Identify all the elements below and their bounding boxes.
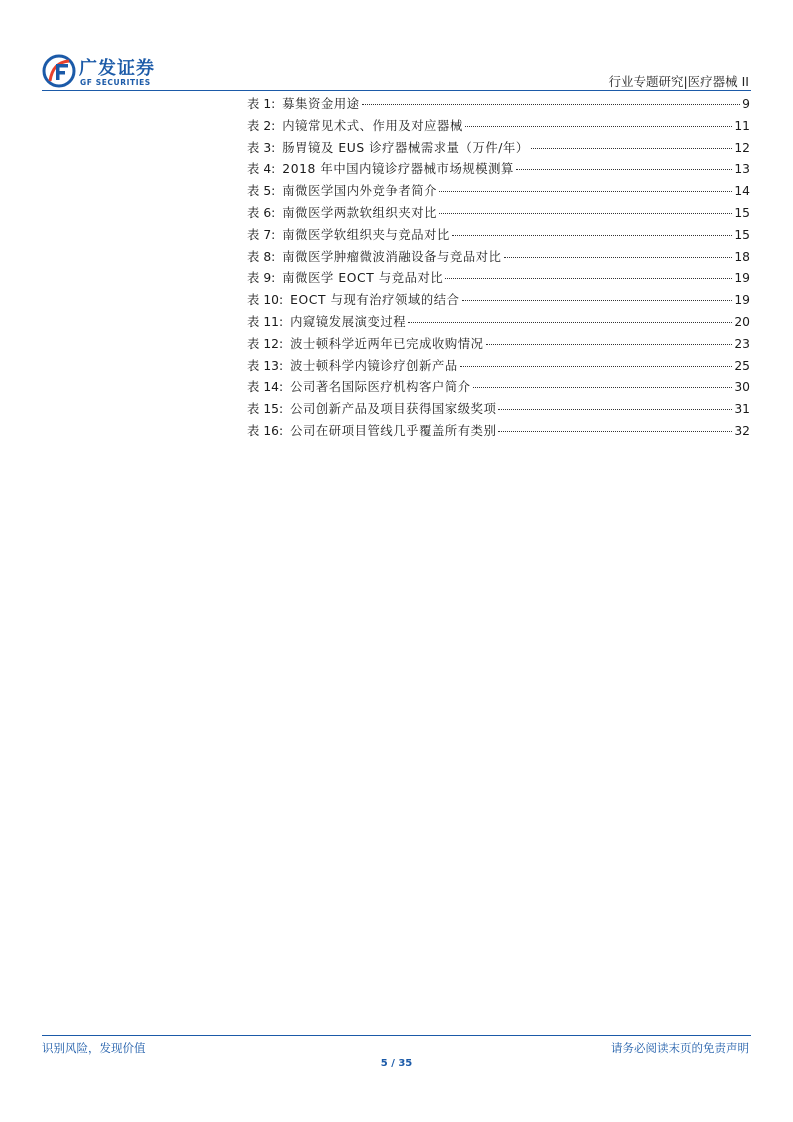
toc-entry[interactable] (247, 377, 750, 399)
toc-entry-number: 7: (263, 227, 276, 242)
footer-disclaimer-note: 请务必阅读末页的免责声明 (611, 1041, 749, 1055)
report-category: 行业专题研究|医疗器械 II (608, 74, 749, 89)
toc-leader-dots (362, 104, 741, 105)
toc-entry-prefix: 表 (247, 249, 260, 264)
toc-entry-number: 15: (263, 402, 284, 417)
toc-entry-number: 9: (263, 271, 276, 286)
toc-entry[interactable] (247, 290, 750, 312)
toc-entry-title: 肠胃镜及 EUS 诊疗器械需求量（万件/年） (282, 140, 529, 155)
toc-leader-dots (486, 344, 733, 345)
brand-name-cn: 广发证券 (79, 58, 155, 79)
toc-entry[interactable] (247, 356, 750, 378)
toc-entry-title: 南微医学肿瘤微波消融设备与竞品对比 (282, 249, 502, 264)
toc-entry-title: 公司创新产品及项目获得国家级奖项 (290, 402, 497, 417)
toc-entry-page: 30 (734, 380, 750, 395)
footer-divider (42, 1035, 751, 1036)
toc-entry-title: 内镜常见术式、作用及对应器械 (282, 118, 463, 133)
toc-entry-prefix: 表 (247, 336, 260, 351)
toc-entry-prefix: 表 (247, 314, 260, 329)
toc-leader-dots (439, 191, 732, 192)
toc-entry-title: 南微医学 EOCT 与竞品对比 (282, 271, 444, 286)
toc-entry-page: 32 (734, 423, 750, 438)
toc-leader-dots (408, 322, 732, 323)
toc-entry-number: 6: (263, 205, 276, 220)
toc-entry-page: 12 (734, 140, 750, 155)
toc-entry-page: 19 (734, 271, 750, 286)
toc-entry-page: 15 (734, 227, 750, 242)
brand-logo (42, 54, 172, 90)
toc-entry-prefix: 表 (247, 184, 260, 199)
toc-entry-title: 波士顿科学近两年已完成收购情况 (290, 336, 484, 351)
toc-entry-prefix: 表 (247, 358, 260, 373)
toc-entry[interactable] (247, 421, 750, 443)
toc-entry-prefix: 表 (247, 293, 260, 308)
toc-entry-page: 15 (734, 205, 750, 220)
toc-entry-prefix: 表 (247, 271, 260, 286)
toc-entry-prefix: 表 (247, 227, 260, 242)
toc-leader-dots (504, 257, 733, 258)
toc-entry-number: 3: (263, 140, 276, 155)
toc-entry-title: 募集资金用途 (282, 97, 360, 111)
toc-entry[interactable] (247, 268, 750, 290)
header-divider (42, 90, 751, 91)
toc-entry-number: 5: (263, 184, 276, 199)
toc-entry-title: 公司在研项目管线几乎覆盖所有类别 (290, 423, 497, 438)
toc-entry-title: 南微医学国内外竞争者简介 (282, 184, 438, 199)
toc-entry-number: 4: (263, 162, 276, 177)
toc-entry-number: 2: (263, 118, 276, 133)
toc-leader-dots (498, 409, 732, 410)
toc-entry-title: 南微医学软组织夹与竞品对比 (282, 227, 450, 242)
toc-entry[interactable] (247, 138, 750, 160)
toc-entry-title: 2018 年中国内镜诊疗器械市场规模测算 (282, 162, 514, 177)
toc-entry[interactable] (247, 312, 750, 334)
toc-entry-page: 31 (734, 402, 750, 417)
toc-entry[interactable] (247, 116, 750, 138)
toc-entry-page: 13 (734, 162, 750, 177)
toc-leader-dots (465, 126, 733, 127)
toc-entry-number: 8: (263, 249, 276, 264)
toc-entry-title: 南微医学两款软组织夹对比 (282, 205, 438, 220)
toc-entry-title: 波士顿科学内镜诊疗创新产品 (290, 358, 458, 373)
gf-logo-icon (42, 54, 76, 88)
toc-leader-dots (460, 366, 733, 367)
toc-entry-title: 内窥镜发展演变过程 (290, 314, 407, 329)
toc-entry-number: 12: (263, 336, 284, 351)
toc-entry-prefix: 表 (247, 162, 260, 177)
toc-entry-number: 11: (263, 314, 284, 329)
toc-entry-prefix: 表 (247, 402, 260, 417)
toc-entry-number: 16: (263, 423, 284, 438)
page-number: 5 / 35 (380, 1058, 413, 1069)
toc-entry-prefix: 表 (247, 118, 260, 133)
toc-entry-prefix: 表 (247, 380, 260, 395)
toc-leader-dots (531, 148, 733, 149)
toc-leader-dots (473, 387, 733, 388)
toc-entry[interactable] (247, 203, 750, 225)
toc-leader-dots (452, 235, 732, 236)
toc-entry[interactable] (247, 181, 750, 203)
toc-entry-title: 公司著名国际医疗机构客户简介 (290, 380, 471, 395)
toc-entry-page: 18 (734, 249, 750, 264)
footer-slogan: 识别风险，发现价值 (42, 1041, 146, 1055)
toc-entry-number: 1: (263, 97, 276, 111)
toc-leader-dots (516, 169, 732, 170)
toc-leader-dots (445, 278, 732, 279)
table-of-tables (247, 94, 750, 443)
toc-entry[interactable] (247, 159, 750, 181)
toc-entry-prefix: 表 (247, 97, 260, 111)
toc-leader-dots (498, 431, 732, 432)
toc-entry-page: 20 (734, 314, 750, 329)
toc-entry-prefix: 表 (247, 140, 260, 155)
toc-entry-page: 19 (734, 293, 750, 308)
toc-entry-page: 25 (734, 358, 750, 373)
toc-entry-title: EOCT 与现有治疗领域的结合 (290, 293, 460, 308)
toc-entry-page: 11 (734, 118, 750, 133)
toc-entry[interactable] (247, 94, 750, 116)
brand-name-en: GF SECURITIES (80, 78, 151, 87)
toc-entry[interactable] (247, 225, 750, 247)
toc-entry-number: 10: (263, 293, 284, 308)
toc-entry[interactable] (247, 399, 750, 421)
toc-leader-dots (439, 213, 732, 214)
toc-leader-dots (462, 300, 733, 301)
toc-entry-prefix: 表 (247, 205, 260, 220)
toc-entry-page: 23 (734, 336, 750, 351)
toc-entry[interactable] (247, 334, 750, 356)
toc-entry-prefix: 表 (247, 423, 260, 438)
toc-entry-number: 13: (263, 358, 284, 373)
toc-entry[interactable] (247, 247, 750, 269)
toc-entry-page: 14 (734, 184, 750, 199)
toc-entry-page: 9 (742, 97, 750, 111)
toc-entry-number: 14: (263, 380, 284, 395)
